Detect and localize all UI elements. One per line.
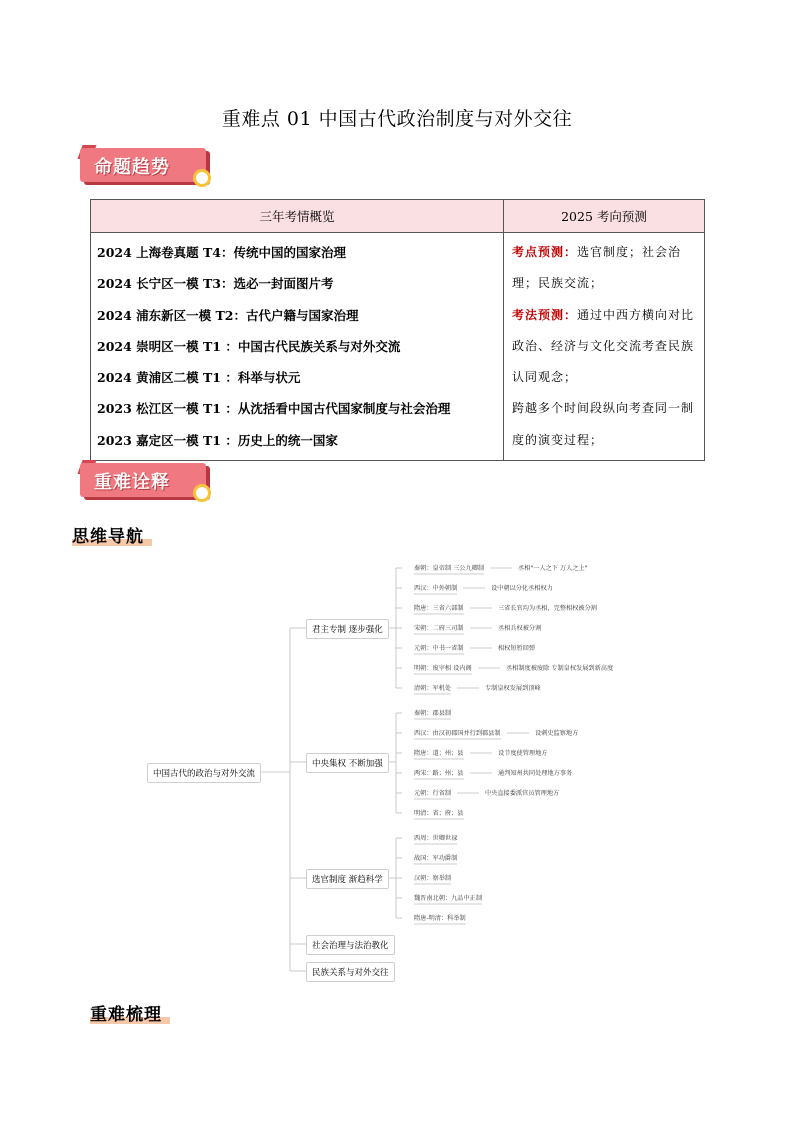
forecast-label: 考法预测：	[512, 307, 578, 322]
mind-map-leaf-detail: 设节度使管理地方	[498, 750, 548, 757]
mind-map-branch: 君主专制 逐步强化	[306, 619, 389, 639]
exam-item: 2024 长宁区一模 T3：选必一封面图片考	[97, 276, 334, 292]
exam-item: 2024 浦东新区一模 T2：古代户籍与国家治理	[97, 307, 359, 323]
mind-map-leaf: 宋朝：二府三司制	[414, 625, 464, 632]
mind-map-leaf: 隋唐：道；州；县	[414, 750, 464, 757]
mind-map-leaf-detail: 设中朝以分化丞相权力	[491, 585, 553, 592]
mind-map-branch: 中央集权 不断加强	[306, 753, 389, 773]
mind-map-leaf: 秦朝：郡县制	[414, 710, 452, 717]
mind-map-leaf: 清朝：军机处	[414, 685, 452, 692]
mind-map-root: 中国古代的政治与对外交流	[147, 763, 261, 783]
banner-label: 命题趋势	[94, 157, 170, 178]
mind-map-leaf: 汉朝：察举制	[414, 875, 452, 882]
mind-map-leaf-detail: 丞相兵权被分割	[498, 625, 542, 632]
forecast-text: 通过中西方横向对比政治、经济与文化交流考查民族认同观念；	[512, 307, 695, 385]
mind-map-leaf-detail: 相权短暂回弹	[498, 645, 536, 652]
forecast-label: 考点预测：	[512, 245, 578, 259]
mind-map-leaf-detail: 中央直接委派官员管理地方	[485, 790, 560, 797]
mind-map-leaf: 元朝：行省制	[414, 790, 452, 797]
table-header-right: 2025 考向预测	[504, 200, 705, 233]
banner-label: 重难诠释	[94, 472, 170, 493]
exam-item: 2023 松江区一模 T1 ：从沈括看中国古代国家制度与社会治理	[97, 401, 451, 417]
mind-map-leaf: 隋唐：三省六部制	[414, 605, 464, 612]
mind-map-leaf: 西汉：由汉初郡国并行到郡县制	[414, 730, 501, 737]
mind-map-leaf: 两宋：路；州；县	[414, 770, 464, 777]
mind-map-leaf-detail: 三省长官均为丞相，完整相权被分割	[498, 605, 597, 612]
mind-map-leaf: 魏晋南北朝：九品中正制	[414, 895, 483, 902]
forecast-text: 选官制度；社会治理；民族交流；	[512, 245, 682, 291]
exam-item: 2023 嘉定区一模 T1 ：历史上的统一国家	[97, 432, 338, 448]
forecast-text: 跨越多个时间段纵向考查同一制度的演变过程；	[512, 401, 695, 447]
mind-map-branch: 社会治理与法治教化	[306, 935, 395, 955]
mind-map-leaf-detail: 专制皇权发展到顶峰	[485, 685, 541, 692]
exam-item: 2024 上海卷真题 T4：传统中国的国家治理	[97, 245, 346, 260]
mind-map-leaf: 元朝：中书一省制	[414, 645, 464, 652]
mind-map-branch: 选官制度 渐趋科学	[306, 869, 389, 889]
mind-map-leaf: 秦朝：皇帝制 三公九卿制	[414, 565, 485, 572]
page-title: 重难点 01 中国古代政治制度与对外交往	[221, 108, 573, 130]
mind-map-leaf-detail: 丞相"一人之下 万人之上"	[518, 565, 588, 572]
subheading-key-review: 重难梳理	[90, 1000, 162, 1025]
mind-map-leaf-detail: 丞相制度被废除 专制皇权发展到新高度	[506, 665, 614, 672]
mind-map-leaf: 西周：世卿世禄	[414, 835, 458, 842]
mind-map-leaf: 西汉：中外朝制	[414, 585, 458, 592]
exam-item: 2024 黄浦区二模 T1 ：科举与状元	[97, 370, 301, 386]
mind-map-leaf: 明朝：废宰相 设内阁	[414, 665, 472, 672]
subheading-mind-navigation: 思维导航	[72, 522, 144, 547]
mind-map-leaf: 战国：军功爵制	[414, 855, 458, 862]
mind-map-leaf: 明清：省；府；县	[414, 810, 464, 817]
mind-map-branch: 民族关系与对外交往	[306, 962, 395, 982]
mind-map-leaf-detail: 通判知州共同处理地方事务	[498, 770, 573, 777]
mind-map-leaf-detail: 设刺史监察地方	[535, 730, 579, 737]
exam-item: 2024 崇明区一模 T1 ：中国古代民族关系与对外交流	[97, 338, 401, 354]
mind-map-leaf: 隋唐-明清：科举制	[414, 915, 466, 922]
table-header-left: 三年考情概览	[91, 200, 504, 233]
